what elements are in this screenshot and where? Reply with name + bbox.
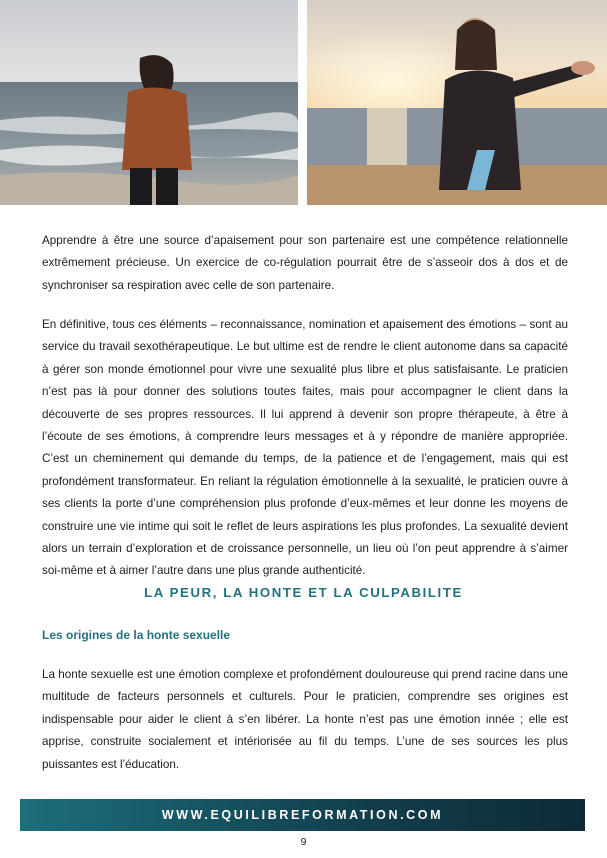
footer-banner bbox=[20, 799, 585, 831]
photo-woman-stretching bbox=[307, 0, 607, 205]
page-number: 9 bbox=[300, 836, 307, 848]
photo-woman-beach bbox=[0, 0, 298, 205]
paragraph-conclusion: En définitive, tous ces éléments – reconnaissance, nomination et apaisement des émotions – sont au service du travail sexothérapeutique. Le but ultime est de rendre le client autonome dans sa capacité à gérer son monde émotionnel pour vivre une sexualité plus libre et plus satisfaisante. Le praticien n’est pas là pour donner des solutions toutes faites, mais pour accompagner le client dans la découverte de ses propres ressources. Il lui apprend à devenir son propre thérapeute, à être à l’écoute de ses émotions, à comprendre leurs messages et à y répondre de manière appropriée. C’est un cheminement qui demande du temps, de la patience et de l’engagement, mais qui est profondément transformateur. En reliant la régulation émotionnelle à la sexualité, le praticien ouvre à ses clients la porte d’une compréhension plus profonde d’eux-mêmes et leur donne les moyens de construire une vie intime qui soit le reflet de leurs aspirations les plus profondes. La sexualité devient alors un terrain d’exploration et de croissance personnelle, un lieu où l’on peut apprendre à s’aimer soi-même et à aimer l’autre dans une plus grande authenticité. bbox=[42, 318, 568, 578]
paragraph-co-regulation: Apprendre à être une source d’apaisement pour son partenaire est une compétence relationnelle extrêmement précieuse. Un exercice de co-régulation pourrait être de s’asseoir dos à dos et de synchroniser sa respiration avec celle de son partenaire. bbox=[42, 234, 568, 292]
section-heading: LA PEUR, LA HONTE ET LA CULPABILITE bbox=[144, 585, 463, 600]
section-subheading: Les origines de la honte sexuelle bbox=[42, 628, 231, 642]
footer-website-link[interactable]: WWW.EQUILIBREFORMATION.COM bbox=[161, 808, 444, 822]
paragraph-shame-origins: La honte sexuelle est une émotion complexe et profondément douloureuse qui prend racine dans une multitude de facteurs personnels et culturels. Pour le praticien, comprendre ses origines est indispensable pour aider le client à s’en libérer. La honte n’est pas une émotion innée ; elle est apprise, construite socialement et intériorisée au fil du temps. L’une de ses sources les plus puissantes est l’éducation. bbox=[42, 668, 568, 771]
